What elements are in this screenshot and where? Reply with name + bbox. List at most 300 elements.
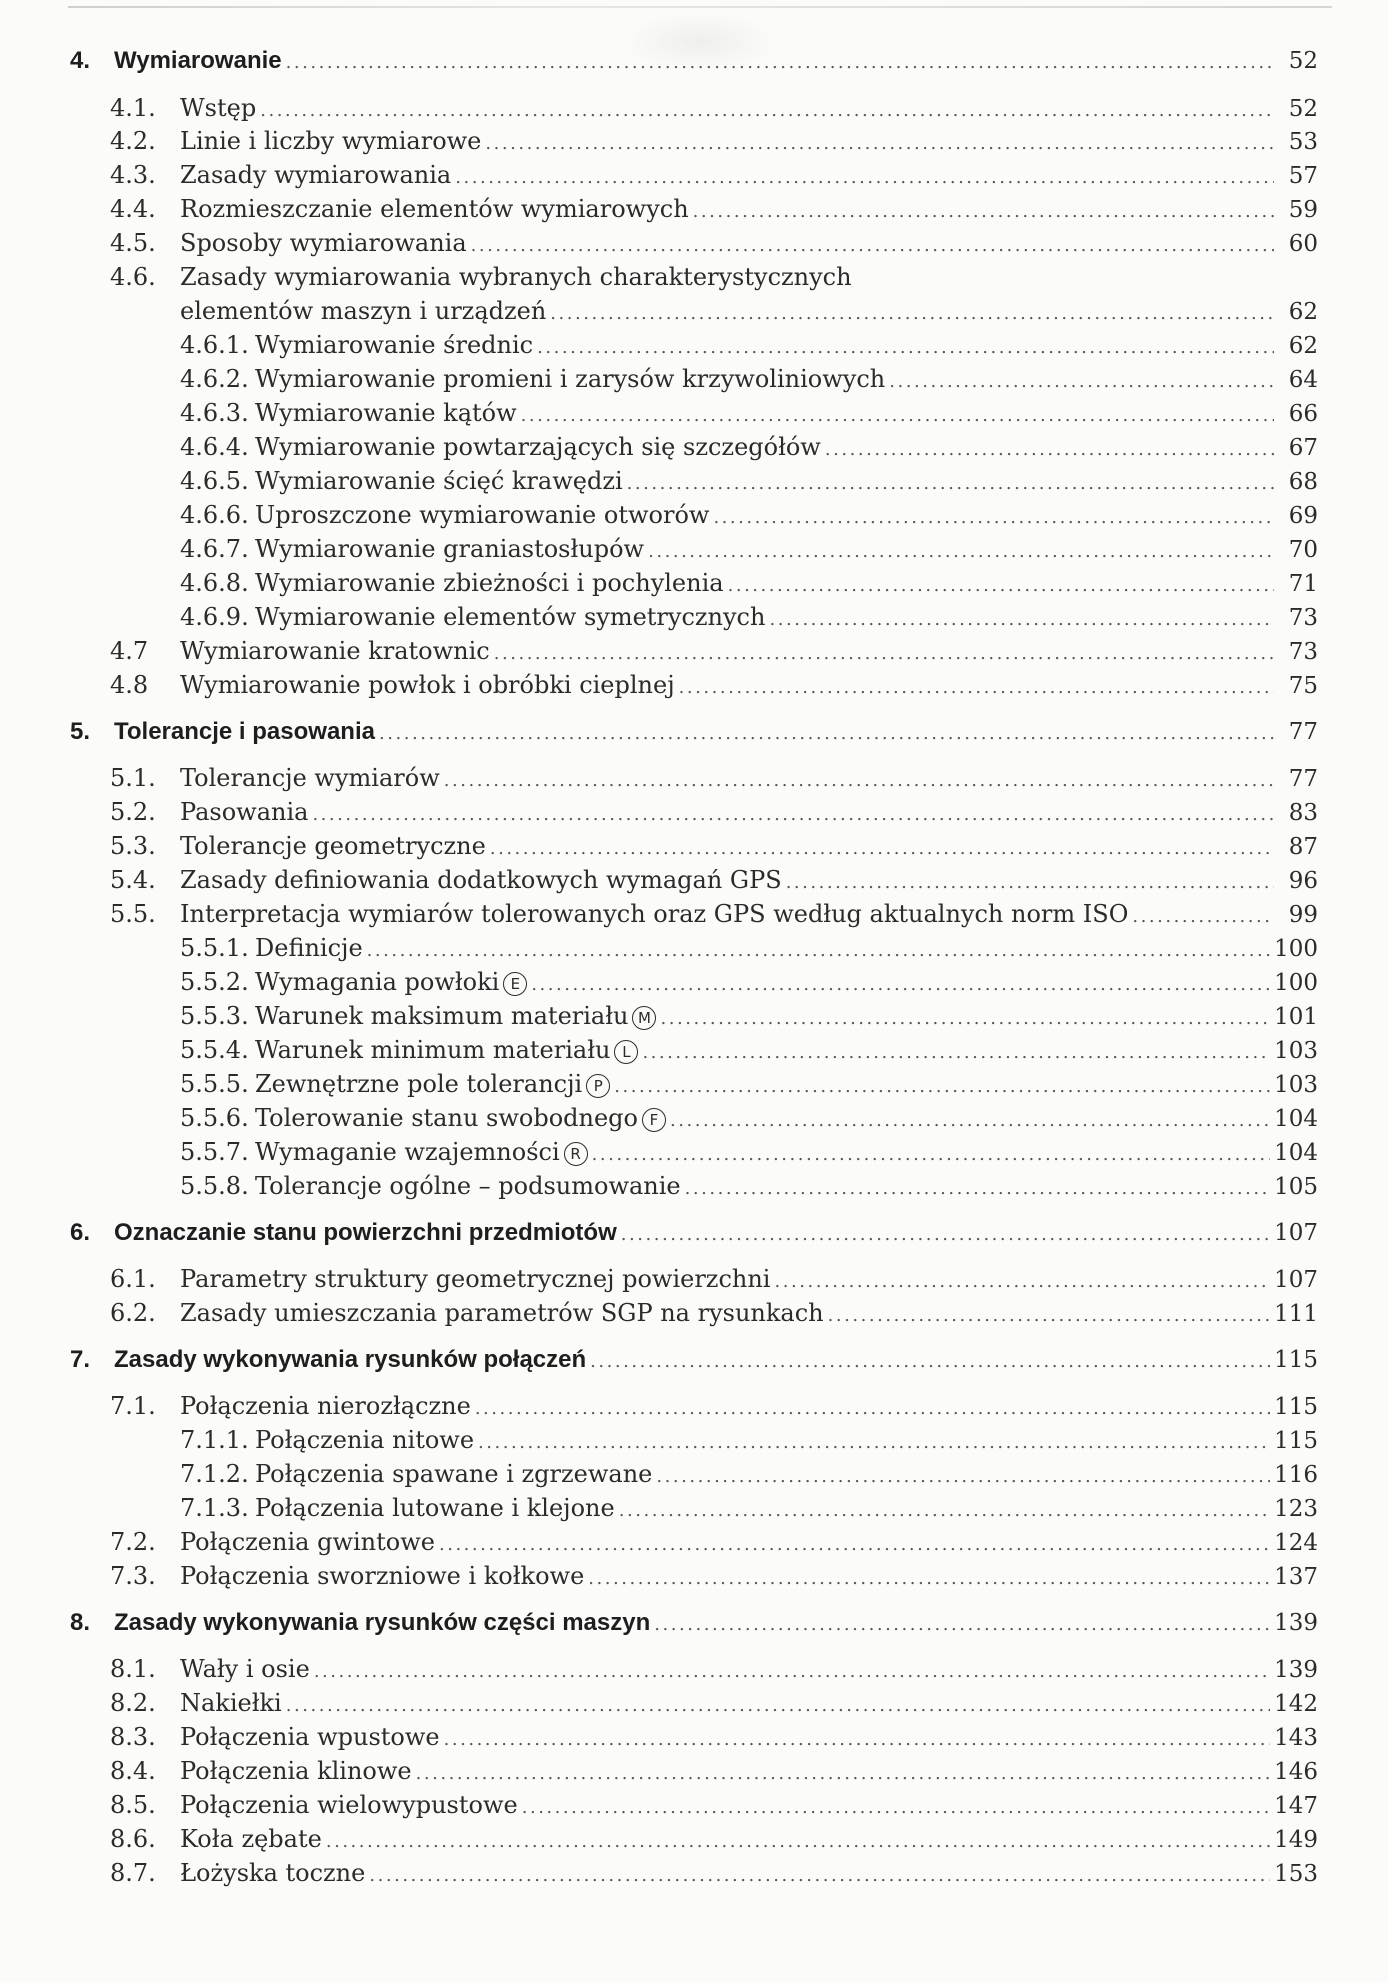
toc-entry-row xyxy=(110,637,1318,665)
toc-title: Wymiarowanie średnic xyxy=(255,331,534,359)
toc-number: 4.6.4. xyxy=(180,433,249,461)
toc-title: Połączenia nitowe xyxy=(255,1426,475,1454)
toc-entry-row xyxy=(180,1426,1318,1454)
toc-number: 4.1. xyxy=(110,94,156,122)
circled-symbol-icon: M xyxy=(632,1006,656,1030)
circled-symbol-icon: R xyxy=(564,1142,588,1166)
dot-leader xyxy=(490,838,1274,859)
toc-page-number: 123 xyxy=(1274,1496,1318,1522)
toc-entry-row xyxy=(180,1036,1318,1064)
dot-leader xyxy=(590,1351,1270,1372)
dot-leader xyxy=(478,1432,1270,1453)
toc-number: 8. xyxy=(70,1609,91,1636)
toc-page-number: 124 xyxy=(1274,1530,1318,1556)
toc-page-number: 62 xyxy=(1288,333,1318,359)
toc-number: 7.1.1. xyxy=(180,1426,249,1454)
toc-number: 4.6.7. xyxy=(180,535,249,563)
toc-title-wrap xyxy=(180,1562,584,1590)
toc-title: Rozmieszczanie elementów wymiarowych xyxy=(180,195,689,223)
toc-number: 4.3. xyxy=(110,161,156,189)
dot-leader xyxy=(521,405,1274,426)
dot-leader xyxy=(619,1500,1270,1521)
toc-title-wrap xyxy=(180,195,689,223)
toc-title: Wymiarowanie kątów xyxy=(255,399,517,427)
circled-symbol-icon: F xyxy=(642,1108,666,1132)
dot-leader xyxy=(537,337,1274,358)
dot-leader xyxy=(713,507,1274,528)
toc-number: 8.2. xyxy=(110,1689,156,1717)
toc-page-number: 149 xyxy=(1274,1827,1318,1853)
toc-title-wrap xyxy=(180,866,782,894)
toc-title: Wymiarowanie graniastosłupów xyxy=(255,535,645,563)
toc-title: Zasady definiowania dodatkowych wymagań GPS xyxy=(180,866,782,894)
toc-entry-row xyxy=(180,1070,1318,1098)
toc-page-number: 115 xyxy=(1274,1347,1318,1373)
toc-title-wrap xyxy=(180,297,546,325)
toc-title: Oznaczanie stanu powierzchni przedmiotów xyxy=(114,1219,617,1246)
toc-title-wrap xyxy=(180,1655,310,1683)
toc-entry-row xyxy=(110,1562,1318,1590)
toc-entry-row xyxy=(110,263,1318,291)
toc-title-wrap xyxy=(255,399,517,427)
toc-number: 4.6.6. xyxy=(180,501,249,529)
dot-leader xyxy=(592,1144,1270,1165)
toc-title: Połączenia klinowe xyxy=(180,1757,412,1785)
toc-number: 8.7. xyxy=(110,1859,156,1887)
toc-page-number: 146 xyxy=(1274,1759,1318,1785)
toc-entry-row xyxy=(180,603,1318,631)
toc-number: 5.1. xyxy=(110,764,156,792)
toc-entry-row xyxy=(180,467,1318,495)
dot-leader xyxy=(621,1224,1270,1245)
dot-leader xyxy=(654,1614,1270,1635)
toc-title: Wymagania powłoki xyxy=(255,968,500,996)
toc-entry-row xyxy=(180,1138,1318,1166)
toc-number: 5.5.5. xyxy=(180,1070,249,1098)
toc-page-number: 139 xyxy=(1274,1610,1318,1636)
toc-page-number: 53 xyxy=(1288,129,1318,155)
toc-page-number: 103 xyxy=(1274,1072,1318,1098)
toc-title: Warunek maksimum materiału xyxy=(255,1002,629,1030)
dot-leader xyxy=(286,52,1274,73)
toc-page-number: 116 xyxy=(1274,1462,1318,1488)
dot-leader xyxy=(693,201,1274,222)
toc-number: 4.6.8. xyxy=(180,569,249,597)
toc-title: Uproszczone wymiarowanie otworów xyxy=(255,501,710,529)
toc-title-wrap xyxy=(180,1859,365,1887)
toc-number: 7.1.2. xyxy=(180,1460,249,1488)
toc-entry-row xyxy=(110,1757,1318,1785)
toc-page-number: 77 xyxy=(1288,719,1318,745)
toc-title-wrap xyxy=(180,764,440,792)
toc-page-number: 73 xyxy=(1288,605,1318,631)
toc-number: 4.2. xyxy=(110,127,156,155)
dot-leader xyxy=(475,1398,1270,1419)
toc-number: 5.5.2. xyxy=(180,968,249,996)
toc-page-number: 73 xyxy=(1288,639,1318,665)
toc-entry-row xyxy=(110,195,1318,223)
toc-title-wrap xyxy=(255,535,644,563)
toc-title-wrap xyxy=(180,1392,471,1420)
toc-title-wrap xyxy=(180,94,256,122)
toc-number: 4.4. xyxy=(110,195,156,223)
toc-title: Zewnętrzne pole tolerancji xyxy=(255,1070,583,1098)
toc-entry-row xyxy=(110,866,1318,894)
toc-title: Połączenia wielowypustowe xyxy=(180,1791,518,1819)
dot-leader xyxy=(439,1534,1270,1555)
dot-leader xyxy=(494,643,1274,664)
toc-number: 5.5.7. xyxy=(180,1138,249,1166)
dot-leader xyxy=(828,1305,1270,1326)
toc-title: Połączenia gwintowe xyxy=(180,1528,435,1556)
toc-title-wrap xyxy=(255,934,363,962)
toc-number: 5.5. xyxy=(110,900,156,928)
dot-leader xyxy=(825,439,1274,460)
toc-page-number: 68 xyxy=(1288,469,1318,495)
toc-title: Wymaganie wzajemności xyxy=(255,1138,560,1166)
toc-title-wrap xyxy=(255,1036,638,1064)
toc-title-wrap xyxy=(180,1825,322,1853)
toc-page-number: 67 xyxy=(1288,435,1318,461)
toc-number: 5. xyxy=(70,718,91,745)
toc-page-number: 107 xyxy=(1274,1220,1318,1246)
toc-page-number: 100 xyxy=(1274,970,1318,996)
toc-entry-row xyxy=(110,127,1318,155)
toc-number: 4.6.3. xyxy=(180,399,249,427)
toc-entry-row xyxy=(180,535,1318,563)
toc-number: 7.3. xyxy=(110,1562,156,1590)
toc-title: Pasowania xyxy=(180,798,309,826)
toc-number: 4.8 xyxy=(110,671,149,699)
toc-title-wrap xyxy=(180,161,451,189)
toc-title-wrap xyxy=(255,603,765,631)
toc-number: 8.6. xyxy=(110,1825,156,1853)
toc-entry-row xyxy=(180,365,1318,393)
dot-leader xyxy=(670,1110,1270,1131)
toc-entry-row xyxy=(110,832,1318,860)
dot-leader xyxy=(485,133,1274,154)
toc-page-number: 71 xyxy=(1288,571,1318,597)
toc-page-number: 66 xyxy=(1288,401,1318,427)
circled-symbol-icon: L xyxy=(614,1040,638,1064)
toc-title-wrap xyxy=(180,1723,440,1751)
toc-entry-row xyxy=(110,671,1318,699)
toc-page-number: 103 xyxy=(1274,1038,1318,1064)
toc-title: Tolerowanie stanu swobodnego xyxy=(255,1104,638,1132)
toc-entry-row xyxy=(180,1494,1318,1522)
dot-leader xyxy=(444,770,1274,791)
toc-title: Łożyska toczne xyxy=(180,1859,366,1887)
toc-page-number: 101 xyxy=(1274,1004,1318,1030)
toc-title: Warunek minimum materiału xyxy=(255,1036,611,1064)
toc-title-wrap xyxy=(255,1494,615,1522)
toc-title: Nakiełki xyxy=(180,1689,282,1717)
toc-entry-row xyxy=(180,968,1318,996)
dot-leader xyxy=(679,677,1274,698)
dot-leader xyxy=(455,167,1274,188)
toc-title-wrap xyxy=(180,671,675,699)
dot-leader xyxy=(774,1271,1270,1292)
dot-leader xyxy=(444,1729,1271,1750)
toc-title: Zasady wymiarowania wybranych charakterystycznych xyxy=(180,263,852,291)
toc-number: 7.1. xyxy=(110,1392,156,1420)
toc-title: Parametry struktury geometrycznej powierzchni xyxy=(180,1265,771,1293)
toc-page-number: 105 xyxy=(1274,1174,1318,1200)
toc-page-number: 100 xyxy=(1274,936,1318,962)
toc-number: 4.6.1. xyxy=(180,331,249,359)
toc-entry-row xyxy=(110,229,1318,257)
toc-entry-row xyxy=(180,399,1318,427)
toc-title: elementów maszyn i urządzeń xyxy=(180,297,547,325)
dot-leader xyxy=(656,1466,1270,1487)
dot-leader xyxy=(326,1831,1270,1852)
toc-entry-row xyxy=(110,297,1318,325)
toc-number: 4.6. xyxy=(110,263,156,291)
toc-entry-row xyxy=(110,1689,1318,1717)
toc-page-number: 64 xyxy=(1288,367,1318,393)
dot-leader xyxy=(260,100,1274,121)
toc-page-number: 153 xyxy=(1274,1861,1318,1887)
toc-title: Wały i osie xyxy=(180,1655,310,1683)
dot-leader xyxy=(588,1568,1270,1589)
toc-title-wrap xyxy=(114,1346,586,1374)
toc-page-number: 111 xyxy=(1274,1301,1318,1327)
toc-entry-row xyxy=(110,1655,1318,1683)
dot-leader xyxy=(314,1661,1270,1682)
toc-entry-row xyxy=(110,1528,1318,1556)
dot-leader xyxy=(1132,906,1274,927)
dot-leader xyxy=(522,1797,1270,1818)
toc-entry-row xyxy=(110,94,1318,122)
toc-title-wrap xyxy=(180,1689,282,1717)
toc-title: Wymiarowanie xyxy=(114,47,282,74)
toc-number: 5.5.4. xyxy=(180,1036,249,1064)
toc-title-wrap xyxy=(255,569,724,597)
dot-leader xyxy=(369,1865,1270,1886)
toc-title-wrap xyxy=(180,637,490,665)
toc-page-number: 115 xyxy=(1274,1428,1318,1454)
toc-title-wrap xyxy=(180,798,308,826)
toc-number: 4. xyxy=(70,47,91,74)
toc-title: Wymiarowanie powtarzających się szczegółów xyxy=(255,433,821,461)
toc-title-wrap xyxy=(255,1002,656,1030)
toc-number: 5.2. xyxy=(110,798,156,826)
toc-title-wrap xyxy=(180,832,486,860)
toc-title-wrap xyxy=(255,1426,474,1454)
toc-entry-row xyxy=(180,1104,1318,1132)
toc-chapter-row xyxy=(70,1346,1318,1374)
toc-number: 8.4. xyxy=(110,1757,156,1785)
toc-title-wrap xyxy=(255,1172,681,1200)
toc-title-wrap xyxy=(255,501,709,529)
toc-title: Wymiarowanie zbieżności i pochylenia xyxy=(255,569,724,597)
toc-title-wrap xyxy=(255,1138,588,1166)
toc-title: Tolerancje geometryczne xyxy=(180,832,486,860)
dot-leader xyxy=(728,575,1274,596)
toc-title: Koła zębate xyxy=(180,1825,322,1853)
toc-title: Wymiarowanie powłok i obróbki cieplnej xyxy=(180,671,675,699)
toc-page-number: 104 xyxy=(1274,1106,1318,1132)
toc-entry-row xyxy=(110,798,1318,826)
toc-page-number: 62 xyxy=(1288,299,1318,325)
toc-entry-row xyxy=(110,1825,1318,1853)
toc-entry-row xyxy=(180,934,1318,962)
toc-page-number: 139 xyxy=(1274,1657,1318,1683)
toc-number: 6.1. xyxy=(110,1265,156,1293)
toc-page-number: 69 xyxy=(1288,503,1318,529)
toc-number: 5.5.1. xyxy=(180,934,249,962)
toc-page-number: 52 xyxy=(1288,48,1318,74)
toc-page-number: 77 xyxy=(1288,766,1318,792)
toc-number: 4.6.5. xyxy=(180,467,249,495)
toc-number: 6.2. xyxy=(110,1299,156,1327)
toc-number: 8.3. xyxy=(110,1723,156,1751)
toc-title-wrap xyxy=(255,1460,652,1488)
toc-title: Wymiarowanie kratownic xyxy=(180,637,490,665)
toc-page-number: 96 xyxy=(1288,868,1318,894)
toc-page-number: 147 xyxy=(1274,1793,1318,1819)
toc-page-number: 143 xyxy=(1274,1725,1318,1751)
toc-page-number: 57 xyxy=(1288,163,1318,189)
dot-leader xyxy=(531,974,1270,995)
toc-title: Linie i liczby wymiarowe xyxy=(180,127,482,155)
toc-title-wrap xyxy=(114,47,282,75)
toc-title: Tolerancje wymiarów xyxy=(180,764,440,792)
toc-entry-row xyxy=(110,1791,1318,1819)
toc-page-number: 59 xyxy=(1288,197,1318,223)
toc-title: Połączenia nierozłączne xyxy=(180,1392,471,1420)
toc-entry-row xyxy=(110,1723,1318,1751)
toc-title-wrap xyxy=(114,1219,617,1247)
dot-leader xyxy=(642,1042,1270,1063)
toc-title: Interpretacja wymiarów tolerowanych oraz GPS według aktualnych norm ISO xyxy=(180,900,1129,928)
toc-title-wrap xyxy=(180,263,852,291)
toc-title-wrap xyxy=(180,1299,824,1327)
toc-title: Zasady wykonywania rysunków połączeń xyxy=(114,1346,587,1373)
dot-leader xyxy=(786,872,1274,893)
toc-entry-row xyxy=(110,161,1318,189)
toc-page-number: 70 xyxy=(1288,537,1318,563)
toc-entry-row xyxy=(180,569,1318,597)
circled-symbol-icon: P xyxy=(586,1074,610,1098)
toc-title: Wymiarowanie elementów symetrycznych xyxy=(255,603,766,631)
toc-number: 5.5.6. xyxy=(180,1104,249,1132)
toc-page-number: 115 xyxy=(1274,1394,1318,1420)
toc-page-number: 142 xyxy=(1274,1691,1318,1717)
dot-leader xyxy=(889,371,1274,392)
toc-number: 4.6.2. xyxy=(180,365,249,393)
toc-title: Wstęp xyxy=(180,94,257,122)
dot-leader xyxy=(286,1695,1270,1716)
dot-leader xyxy=(367,940,1270,961)
toc-chapter-row xyxy=(70,718,1318,746)
dot-leader xyxy=(627,473,1274,494)
dot-leader xyxy=(660,1008,1270,1029)
toc-title: Zasady umieszczania parametrów SGP na rysunkach xyxy=(180,1299,824,1327)
dot-leader xyxy=(379,723,1274,744)
toc-entry-row xyxy=(180,1460,1318,1488)
toc-title: Połączenia sworzniowe i kołkowe xyxy=(180,1562,585,1590)
toc-title-wrap xyxy=(255,968,527,996)
toc-title: Połączenia wpustowe xyxy=(180,1723,440,1751)
toc-title-wrap xyxy=(180,1528,435,1556)
scan-top-edge xyxy=(68,6,1332,8)
toc-number: 5.4. xyxy=(110,866,156,894)
toc-chapter-row xyxy=(70,1609,1318,1637)
toc-number: 4.6.9. xyxy=(180,603,249,631)
toc-title: Wymiarowanie ścięć krawędzi xyxy=(255,467,623,495)
toc-number: 6. xyxy=(70,1219,91,1246)
toc-title: Wymiarowanie promieni i zarysów krzywoliniowych xyxy=(255,365,886,393)
dot-leader xyxy=(471,235,1274,256)
toc-entry-row xyxy=(180,433,1318,461)
dot-leader xyxy=(614,1076,1270,1097)
toc-entry-row xyxy=(110,900,1318,928)
toc-entry-row xyxy=(110,1265,1318,1293)
toc-page-number: 99 xyxy=(1288,902,1318,928)
toc-entry-row xyxy=(180,1172,1318,1200)
toc-page-number: 137 xyxy=(1274,1564,1318,1590)
toc-title-wrap xyxy=(180,1791,518,1819)
toc-entry-row xyxy=(110,764,1318,792)
toc-number: 5.5.3. xyxy=(180,1002,249,1030)
toc-title: Definicje xyxy=(255,934,363,962)
toc-entry-row xyxy=(180,1002,1318,1030)
toc-entry-row xyxy=(180,331,1318,359)
dot-leader xyxy=(769,609,1274,630)
toc-page-number: 104 xyxy=(1274,1140,1318,1166)
toc-title-wrap xyxy=(114,1609,650,1637)
dot-leader xyxy=(648,541,1274,562)
toc-title-wrap xyxy=(180,127,481,155)
toc-title-wrap xyxy=(180,900,1128,928)
toc-number: 5.3. xyxy=(110,832,156,860)
toc-chapter-row xyxy=(70,1219,1318,1247)
toc-page-number: 87 xyxy=(1288,834,1318,860)
toc-title-wrap xyxy=(255,467,623,495)
toc-number: 8.1. xyxy=(110,1655,156,1683)
toc-title: Zasady wykonywania rysunków części maszyn xyxy=(114,1609,651,1636)
toc-title-wrap xyxy=(255,331,533,359)
toc-title: Połączenia lutowane i klejone xyxy=(255,1494,615,1522)
toc-number: 4.5. xyxy=(110,229,156,257)
dot-leader xyxy=(312,804,1274,825)
toc-entry-row xyxy=(110,1392,1318,1420)
toc-number: 8.5. xyxy=(110,1791,156,1819)
toc-title-wrap xyxy=(114,718,375,746)
circled-symbol-icon: E xyxy=(503,972,527,996)
toc-title-wrap xyxy=(255,365,885,393)
toc-title-wrap xyxy=(255,1070,610,1098)
toc-number: 4.7 xyxy=(110,637,149,665)
toc-number: 7.1.3. xyxy=(180,1494,249,1522)
dot-leader xyxy=(685,1178,1270,1199)
toc-title: Zasady wymiarowania xyxy=(180,161,452,189)
toc-title: Tolerancje ogólne – podsumowanie xyxy=(255,1172,681,1200)
toc-title: Sposoby wymiarowania xyxy=(180,229,467,257)
toc-number: 7. xyxy=(70,1346,91,1373)
toc-page-number: 52 xyxy=(1288,96,1318,122)
toc-chapter-row xyxy=(70,47,1318,75)
toc-entry-row xyxy=(110,1299,1318,1327)
dot-leader xyxy=(416,1763,1270,1784)
toc-page-number: 107 xyxy=(1274,1267,1318,1293)
dot-leader xyxy=(550,303,1274,324)
toc-title: Tolerancje i pasowania xyxy=(114,718,375,745)
toc-entry-row xyxy=(110,1859,1318,1887)
toc-title-wrap xyxy=(255,1104,666,1132)
toc-title-wrap xyxy=(180,229,467,257)
